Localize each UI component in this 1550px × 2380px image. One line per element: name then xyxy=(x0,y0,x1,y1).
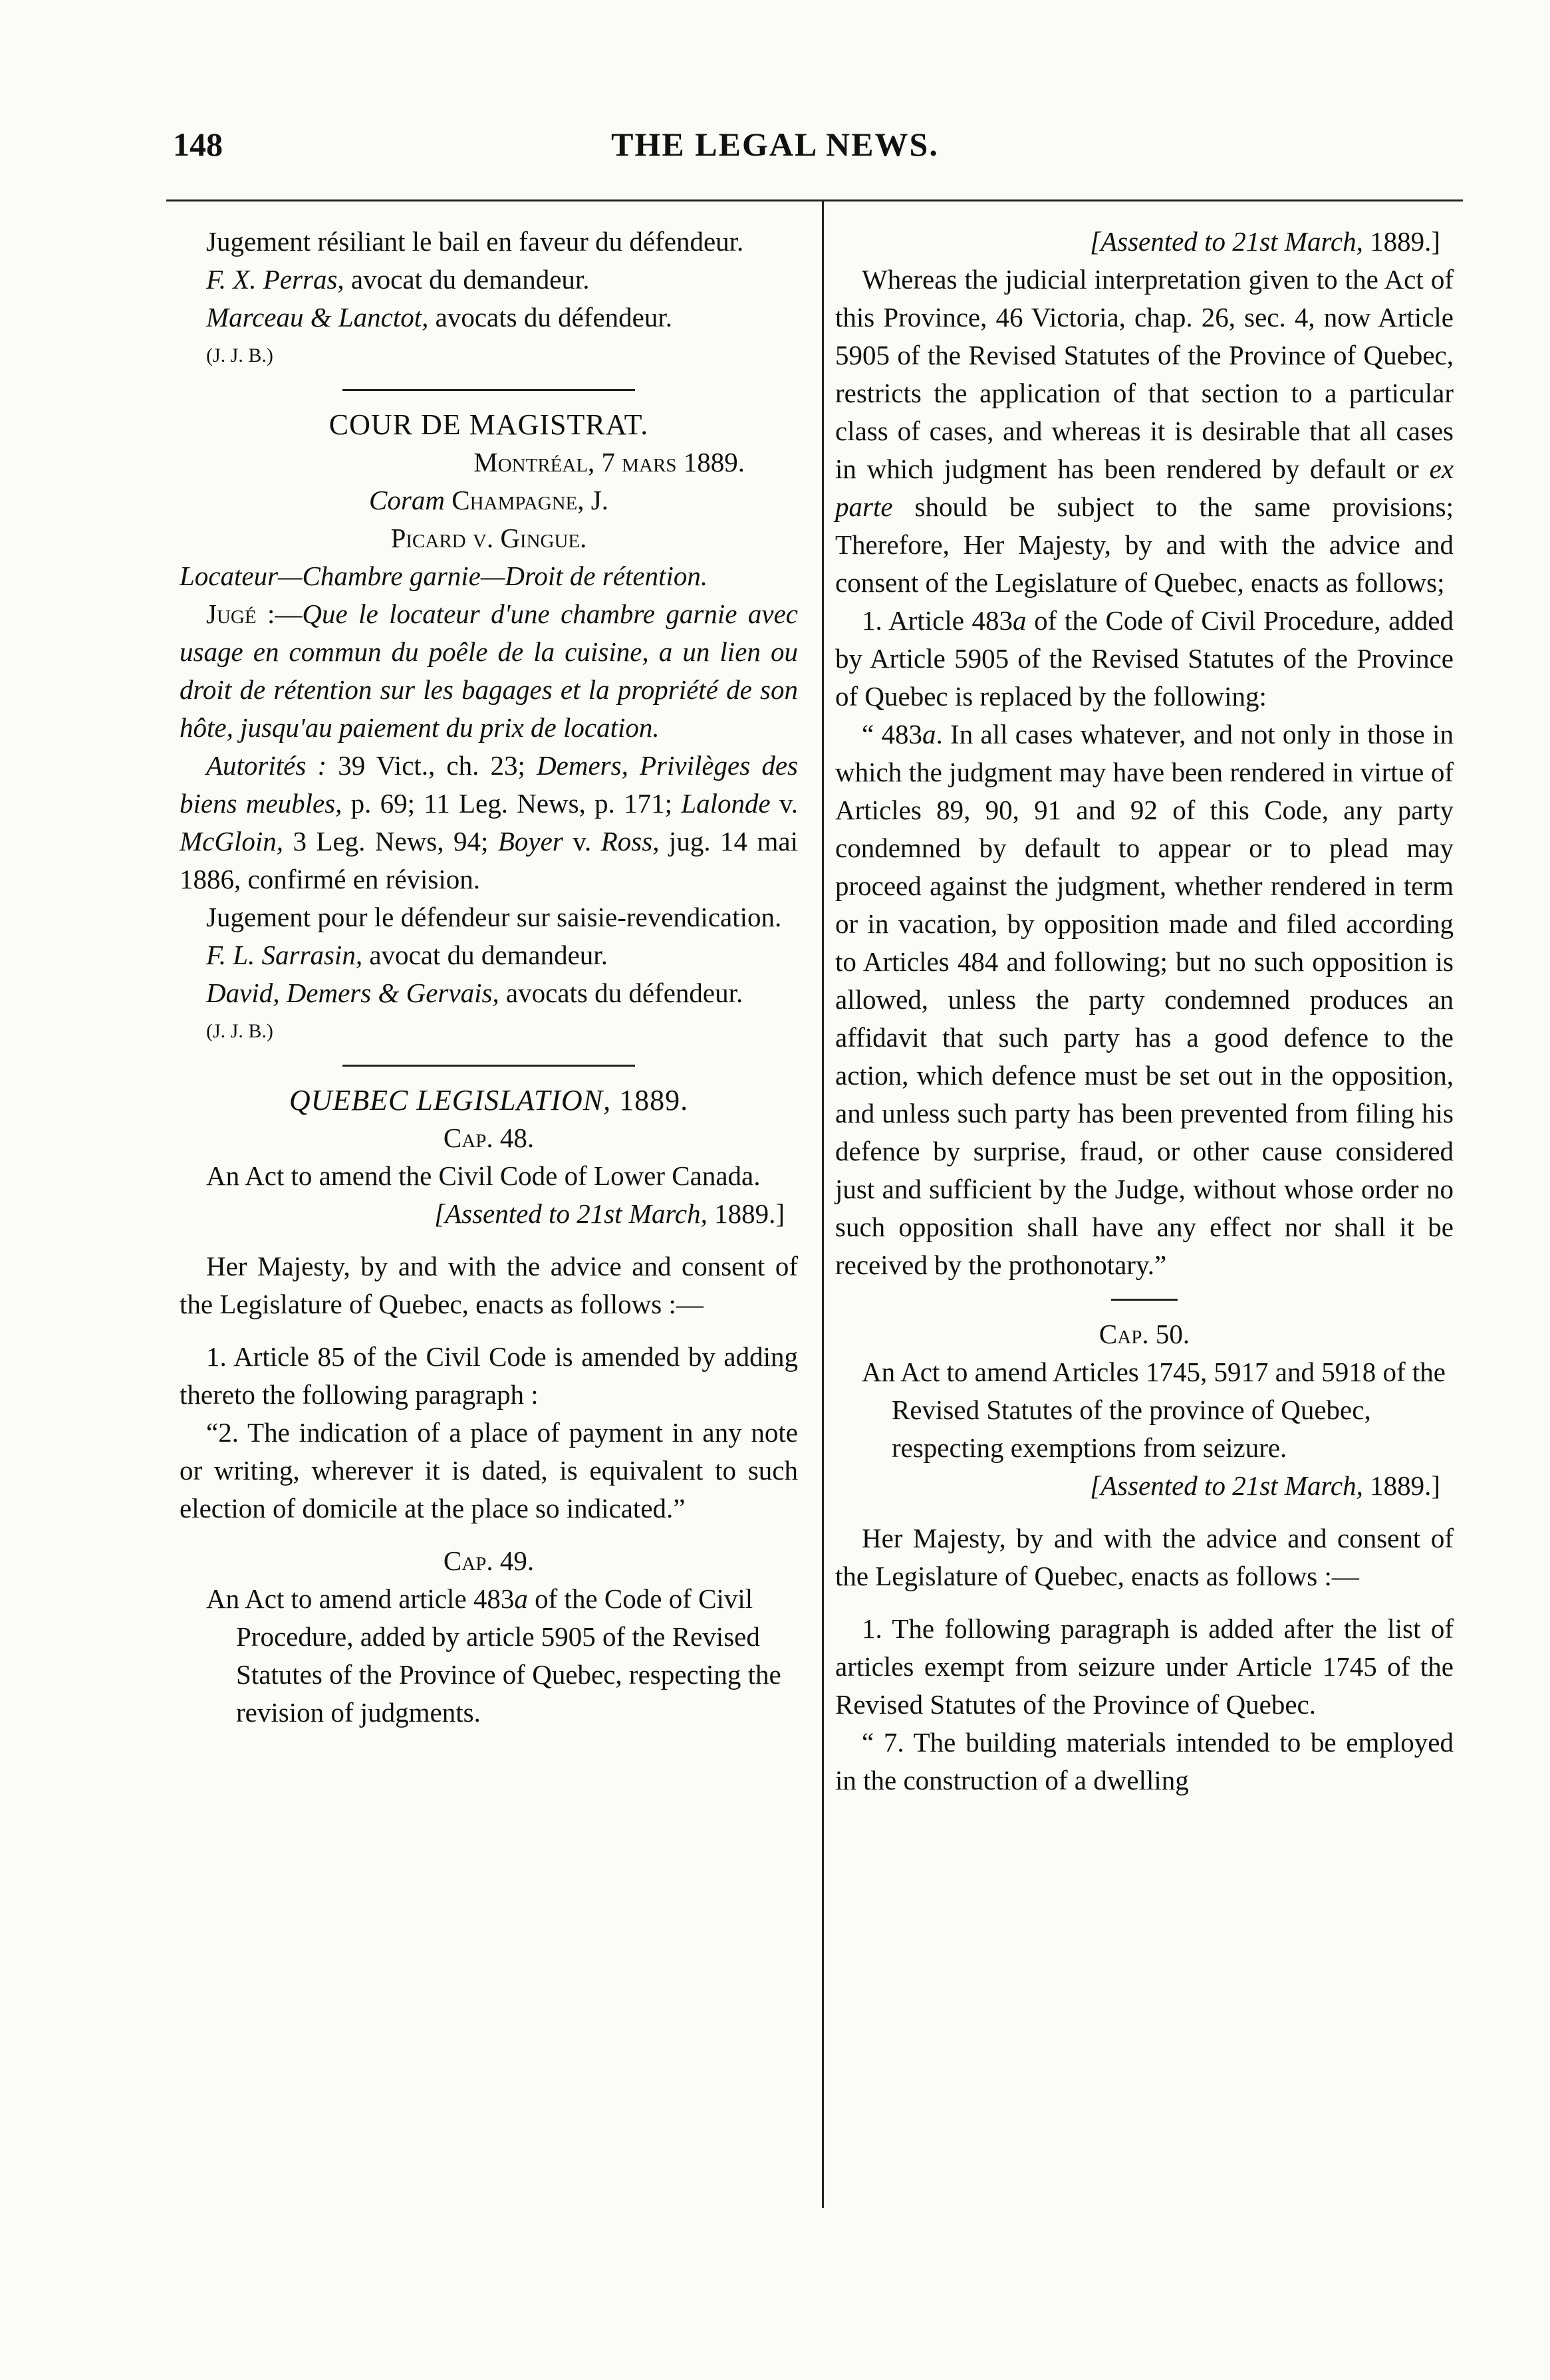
article-text: a xyxy=(1013,605,1027,636)
holding-label: Jugé :— xyxy=(206,598,303,629)
assent-date: [Assented to 21st March, xyxy=(1090,226,1363,257)
coram-line xyxy=(180,481,798,519)
preamble-text: ex parte xyxy=(835,454,1454,522)
article-paragraph xyxy=(835,602,1454,716)
section-rule xyxy=(342,1065,635,1067)
coram-label: Coram xyxy=(369,485,445,515)
article-paragraph: 1. The following paragraph is added after the list of articles exempt from seizure under Article 1745 of the Revised Statutes of the Province of Quebec. xyxy=(835,1613,1454,1720)
counsel-name: F. L. Sarrasin, xyxy=(206,940,363,970)
authorities-text: Lalonde xyxy=(681,788,771,819)
section-rule xyxy=(342,389,635,391)
case-subject: Locateur—Chambre garnie—Droit de rétention. xyxy=(180,561,708,591)
quoted-text: a xyxy=(922,719,936,749)
counsel-name: F. X. Perras, xyxy=(206,264,344,295)
chapter-number: Cap. 48. xyxy=(443,1123,535,1153)
preamble-paragraph xyxy=(835,261,1454,602)
legislation-heading xyxy=(180,1081,798,1119)
act-title-text: An Act to amend article 483 xyxy=(206,1583,515,1614)
holding-paragraph xyxy=(180,595,798,747)
chapter-number: Cap. 50. xyxy=(1098,1319,1190,1349)
column-divider xyxy=(822,199,824,2208)
authorities-paragraph xyxy=(180,747,798,898)
authorities-text: v. xyxy=(770,788,799,819)
running-title: THE LEGAL NEWS. xyxy=(611,126,939,163)
counsel-role: avocat du demandeur. xyxy=(344,264,590,295)
authorities-text: McGloin, xyxy=(180,826,283,857)
counsel-line xyxy=(180,974,798,1012)
assent-year: 1889.] xyxy=(1362,226,1440,257)
judgment-paragraph: Jugement résiliant le bail en faveur du défendeur. xyxy=(206,226,744,257)
chapter-number: Cap. 49. xyxy=(443,1545,535,1576)
counsel-role: avocats du défendeur. xyxy=(499,978,743,1008)
authorities-text: Boyer xyxy=(497,826,563,857)
act-title: An Act to amend the Civil Code of Lower Canada. xyxy=(206,1160,761,1191)
enacting-clause: Her Majesty, by and with the advice and consent of the Legislature of Quebec, enacts as follows :— xyxy=(180,1251,798,1319)
act-title-text: a xyxy=(514,1583,528,1614)
act-title: An Act to amend Articles 1745, 5917 and 5918 of the Revised Statutes of the province of Quebec, respecting exemptions from seizure. xyxy=(862,1357,1446,1463)
counsel-name: Marceau & Lanctot, xyxy=(206,302,429,332)
preamble-text: Whereas the judicial interpretation given to the Act of this Province, 46 Victoria, chap. 26, sec. 4, now Article 5905 of the Revised Statutes of the Province of Quebec, restricts the application of that section to a particular class of cases, and whereas it is desirable that all cases in which judgment has been rendered by default or xyxy=(835,264,1454,484)
assent-date: [Assented to 21st March, xyxy=(1090,1470,1363,1501)
act-title xyxy=(180,1580,798,1732)
quoted-paragraph: “2. The indication of a place of payment in any note or writing, wherever it is dated, is equivalent to such election of domicile at the place so indicated.” xyxy=(180,1417,798,1523)
quoted-paragraph: “ 7. The building materials intended to be employed in the construction of a dwelling xyxy=(835,1727,1454,1795)
header-rule xyxy=(166,199,1463,201)
assent-date: [Assented to 21st March, xyxy=(434,1198,708,1229)
quoted-text: “ 483 xyxy=(862,719,922,749)
authorities-text: Demers, Privilèges des biens meubles, xyxy=(180,750,798,819)
counsel-line xyxy=(180,936,798,974)
reporter-initials: (J. J. B.) xyxy=(206,344,273,366)
legislation-title: QUEBEC LEGISLATION, xyxy=(289,1084,612,1117)
authorities-text: jug. 14 mai 1886, confirmé en révision. xyxy=(180,826,798,894)
authorities-text: p. 69; 11 Leg. News, p. 171; xyxy=(342,788,682,819)
article-paragraph: 1. Article 85 of the Civil Code is amended by adding thereto the following paragraph : xyxy=(180,1341,798,1410)
assent-year: 1889.] xyxy=(1362,1470,1440,1501)
counsel-name: David, Demers & Gervais, xyxy=(206,978,499,1008)
authorities-text: 39 Vict., ch. 23; xyxy=(326,750,537,781)
left-column xyxy=(180,223,798,1732)
authorities-text: 3 Leg. News, 94; xyxy=(283,826,498,857)
article-text: 1. Article 483 xyxy=(862,605,1013,636)
court-title: COUR DE MAGISTRAT. xyxy=(328,408,649,441)
legislation-year: 1889. xyxy=(611,1084,689,1117)
preamble-text: should be subject to the same provisions; Therefore, Her Majesty, by and with the advice and consent of the Legislature of Quebec, enacts as follows; xyxy=(835,491,1454,598)
assent-line xyxy=(835,223,1454,261)
quoted-text: . In all cases whatever, and not only in those in which the judgment may have been rendered in virtue of Articles 89, 90, 91 and 92 of this Code, any party condemned by default to appear or to plead may proceed against the judgment, whether rendered in term or in vacation, by opposition made and filed according to Articles 484 and following; but no such opposition is allowed, unless the party condemned produces an affidavit that such party has a good defence to the action, which defence must be set out in the opposition, and unless such party has been prevented from filing his defence by surprise, fraud, or other cause considered just and sufficient by the Judge, without whose order no such opposition shall have any effect nor shall it be received by the prothonotary.” xyxy=(835,719,1454,1280)
assent-line xyxy=(180,1195,798,1233)
counsel-role: avocats du défendeur. xyxy=(428,302,672,332)
authorities-text: Ross, xyxy=(600,826,660,857)
judgment-paragraph: Jugement pour le défendeur sur saisie-revendication. xyxy=(206,902,782,932)
assent-year: 1889.] xyxy=(707,1198,785,1229)
enacting-clause: Her Majesty, by and with the advice and consent of the Legislature of Quebec, enacts as follows :— xyxy=(835,1523,1454,1591)
counsel-line xyxy=(180,261,798,299)
case-parties: Picard v. Gingue. xyxy=(390,523,587,553)
act-title-text: of the Code of Civil Procedure, added by article 5905 of the Revised Statutes of the Province of Quebec, respecting the revision of judgments. xyxy=(236,1583,781,1728)
right-column xyxy=(835,223,1454,1799)
page-number: 148 xyxy=(173,126,223,163)
coram-judge: Champagne, J. xyxy=(444,485,608,515)
quoted-paragraph xyxy=(835,716,1454,1284)
holding-text: Que le locateur d'une chambre garnie avec usage en commun du poêle de la cuisine, a un lien ou droit de rétention sur les bagages et la propriété de son hôte, jusqu'au paiement du prix de location. xyxy=(180,598,798,743)
counsel-line xyxy=(180,299,798,336)
authorities-label: Autorités : xyxy=(206,750,327,781)
place-date: Montréal, 7 mars 1889. xyxy=(473,447,745,477)
article-text: of the Code of Civil Procedure, added by Article 5905 of the Revised Statutes of the Province of Quebec is replaced by the following: xyxy=(835,605,1454,712)
counsel-role: avocat du demandeur. xyxy=(362,940,608,970)
authorities-text: v. xyxy=(563,826,601,857)
assent-line xyxy=(835,1467,1454,1505)
reporter-initials: (J. J. B.) xyxy=(206,1020,273,1042)
section-rule xyxy=(1111,1299,1178,1301)
